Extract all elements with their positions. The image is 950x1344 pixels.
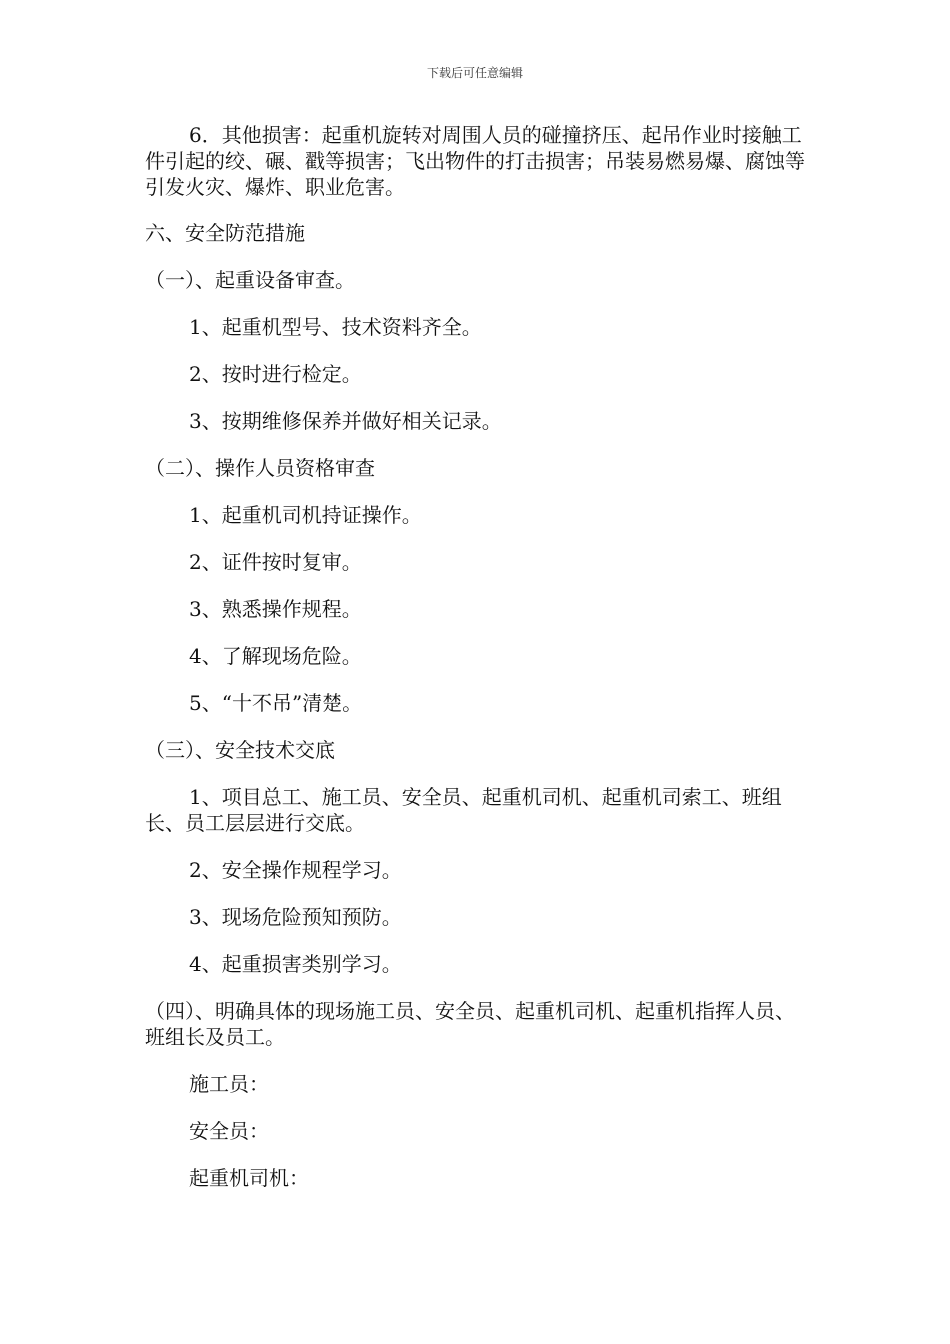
list-item: 2、按时进行检定。 — [189, 362, 362, 386]
field-label-safety-officer: 安全员： — [189, 1119, 269, 1143]
section-heading-safety-measures: 六、安全防范措施 — [145, 221, 305, 245]
field-label-crane-operator: 起重机司机： — [189, 1166, 309, 1190]
page-header: 下载后可任意编辑 — [426, 66, 523, 80]
list-item: 4、起重损害类别学习。 — [189, 952, 402, 976]
list-item: 3、按期维修保养并做好相关记录。 — [189, 409, 502, 433]
list-item: 3、现场危险预知预防。 — [189, 905, 402, 929]
subsection-heading-1: （一）、起重设备审查。 — [145, 268, 355, 292]
list-item: 4、了解现场危险。 — [189, 644, 362, 668]
document-body — [145, 122, 810, 1212]
paragraph-other-hazards: 6．其他损害：起重机旋转对周围人员的碰撞挤压、起吊作业时接触工件引起的绞、碾、戳等损害；飞出物件的打击损害；吊装易燃易爆、腐蚀等引发火灾、爆炸、职业危害。 — [145, 123, 805, 199]
list-item: 1、起重机型号、技术资料齐全。 — [189, 315, 482, 339]
subsection-heading-2: （二）、操作人员资格审查 — [145, 456, 375, 480]
field-label-construction-worker: 施工员： — [189, 1072, 269, 1096]
subsection-heading-3: （三）、安全技术交底 — [145, 738, 335, 762]
list-item: 3、熟悉操作规程。 — [189, 597, 362, 621]
list-item: 2、证件按时复审。 — [189, 550, 362, 574]
list-item: 5、“十不吊”清楚。 — [189, 691, 363, 715]
subsection-heading-4: （四）、明确具体的现场施工员、安全员、起重机司机、起重机指挥人员、班组长及员工。 — [145, 999, 795, 1049]
list-item: 1、起重机司机持证操作。 — [189, 503, 422, 527]
list-item: 1、项目总工、施工员、安全员、起重机司机、起重机司索工、班组长、员工层层进行交底。 — [145, 785, 782, 835]
list-item: 2、安全操作规程学习。 — [189, 858, 402, 882]
